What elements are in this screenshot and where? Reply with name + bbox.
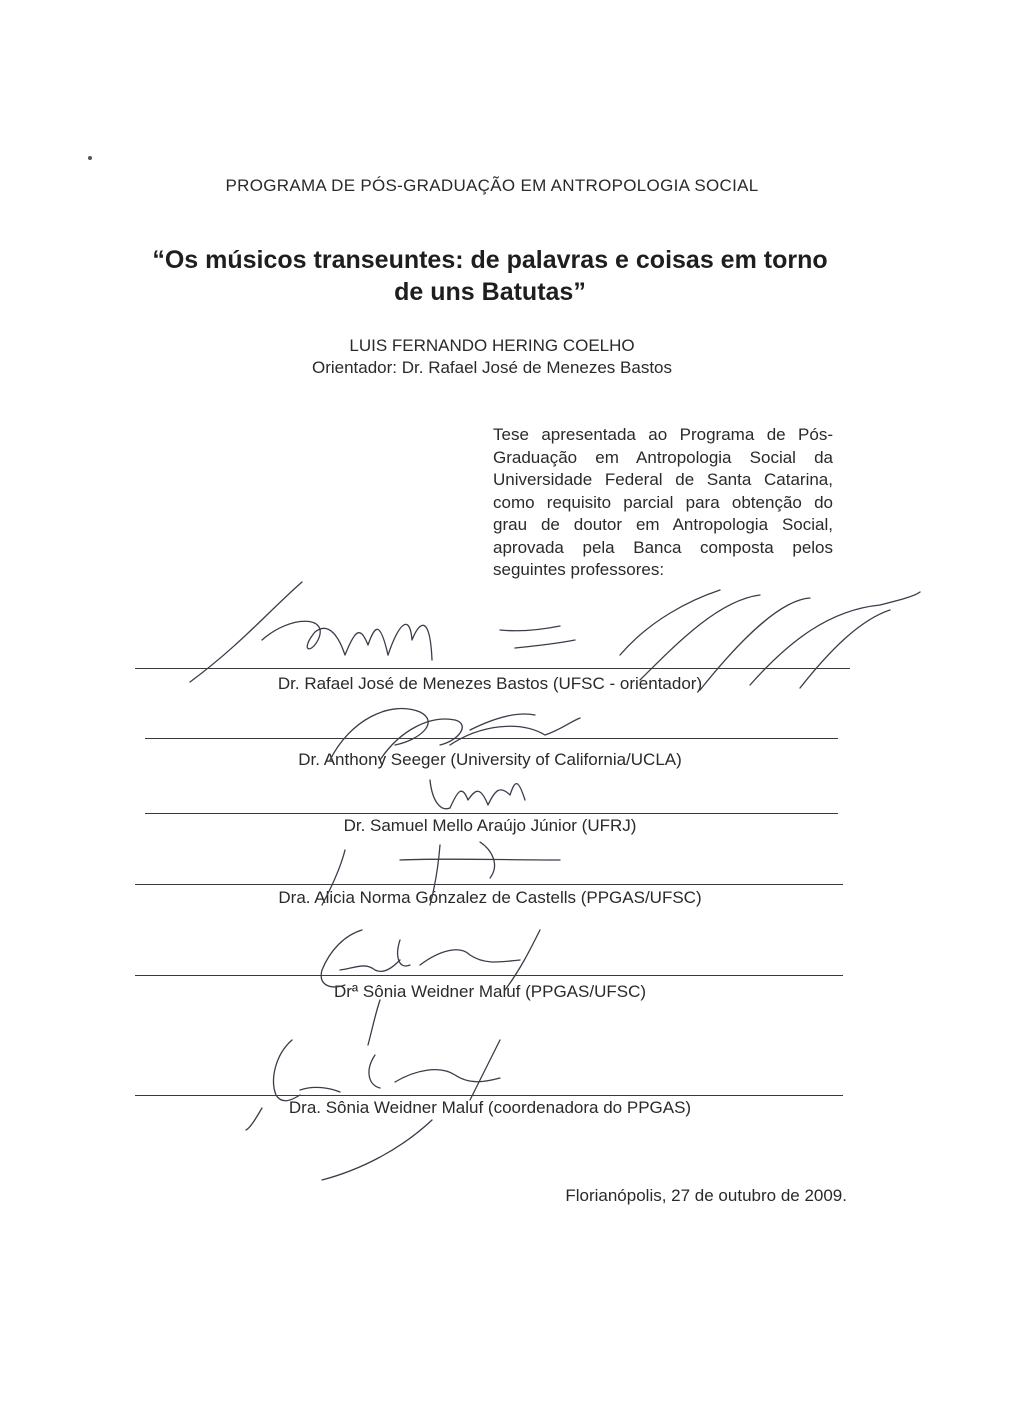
- signature-line-4: [135, 884, 843, 885]
- committee-member: Drª Sônia Weidner Maluf (PPGAS/UFSC): [333, 982, 647, 1001]
- signature-line-6: [135, 1095, 843, 1096]
- thesis-title-line-2: de uns Batutas”: [394, 278, 586, 306]
- committee-member: Dr. Samuel Mello Araújo Júnior (UFRJ): [343, 816, 637, 835]
- committee-member: Dra. Alicia Norma Gónzalez de Castells (PPGAS/UFSC): [278, 888, 702, 907]
- thesis-title: [130, 244, 850, 308]
- author-name: LUIS FERNANDO HERING COELHO: [349, 336, 635, 355]
- signature-line-5: [135, 975, 843, 976]
- presentation-paragraph: Tese apresentada ao Programa de Pós-Graduação em Antropologia Social da Universidade Federal de Santa Catarina, como requisito parcial para obtenção do grau de doutor em Antropologia Social, aprovada pela Banca composta pelos seguintes professores:: [493, 425, 833, 579]
- thesis-title-line-1: “Os músicos transeuntes: de palavras e coisas em torno: [152, 246, 828, 274]
- place-and-date: Florianópolis, 27 de outubro de 2009.: [565, 1186, 847, 1205]
- committee-member: Dra. Sônia Weidner Maluf (coordenadora do PPGAS): [288, 1098, 692, 1117]
- advisor-name: Orientador: Dr. Rafael José de Menezes Bastos: [311, 358, 672, 377]
- program-heading: PROGRAMA DE PÓS-GRADUAÇÃO EM ANTROPOLOGIA SOCIAL: [225, 176, 759, 195]
- committee-member: Dr. Anthony Seeger (University of California/UCLA): [298, 750, 682, 769]
- signature-line-1: [135, 668, 850, 669]
- signature-line-3: [145, 813, 838, 814]
- committee-member: Dr. Rafael José de Menezes Bastos (UFSC - orientador): [277, 674, 703, 693]
- signature-line-2: [145, 738, 838, 739]
- scan-speck: [88, 156, 92, 160]
